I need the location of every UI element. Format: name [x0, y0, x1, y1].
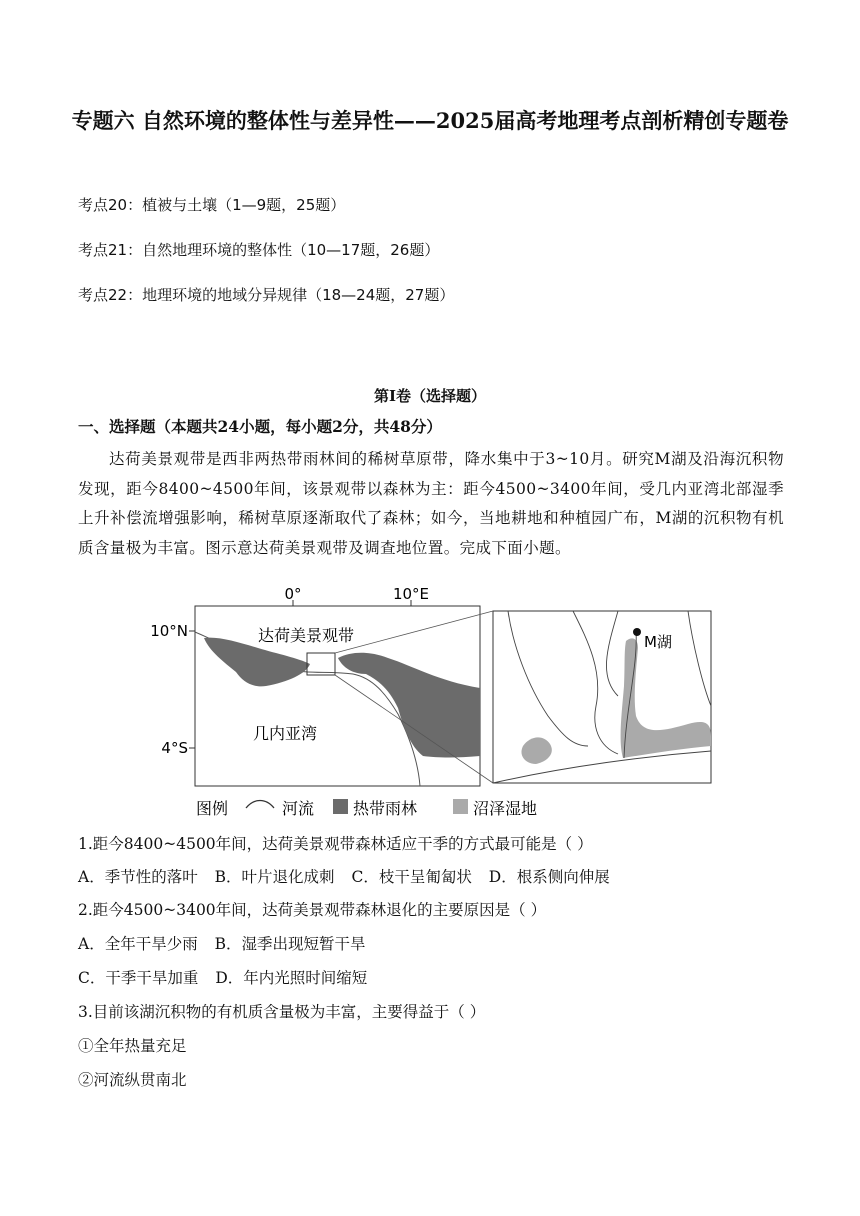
map-legend: [196, 799, 537, 818]
reading-passage: 达荷美景观带是西非两热带雨林间的稀树草原带，降水集中于3~10月。研究M湖及沿海沉积物发现，距今8400~4500年间，该景观带以森林为主：距今4500~3400年间，受几内亚湾北部湿季上升补偿流增强影响，稀树草原逐渐取代了森林；如今，当地耕地和种植园广布，M湖的沉积物有机质含量极为丰富。图示意达荷美景观带及调查地位置。完成下面小题。: [78, 450, 784, 557]
m-lake-marker: [633, 628, 641, 636]
lake-label: M湖: [644, 633, 672, 651]
option-d[interactable]: D．年内光照时间缩短: [215, 969, 368, 987]
kaodian-21: 考点21：自然地理环境的整体性（10—17题，26题）: [78, 241, 440, 259]
lon-label-0: 0°: [284, 586, 302, 603]
question-1-options: [78, 865, 622, 887]
gulf-label: 几内亚湾: [253, 724, 318, 743]
option-c[interactable]: C．干季干旱加重: [78, 969, 199, 987]
question-1-stem: 1.距今8400~4500年间，达荷美景观带森林适应干季的方式最可能是（ ）: [78, 835, 593, 853]
lon-label-10e: 10°E: [392, 586, 430, 603]
legend-title: 图例: [196, 799, 229, 818]
kaodian-22: 考点22：地理环境的地域分异规律（18—24题，27题）: [78, 286, 455, 304]
map-figure: [148, 586, 718, 822]
option-a[interactable]: A．全年干旱少雨: [78, 935, 198, 953]
legend-river-icon: [246, 801, 274, 809]
swamp-west: [521, 737, 551, 764]
legend-river: 河流: [282, 799, 315, 818]
region-label: 达荷美景观带: [258, 626, 355, 645]
option-d[interactable]: D．根系侧向伸展: [488, 868, 610, 886]
question-3-stem: 3.目前该湖沉积物的有机质含量极为丰富，主要得益于（ ）: [78, 1003, 486, 1021]
page-title: 专题六 自然环境的整体性与差异性——2025届高考地理考点剖析精创专题卷: [71, 108, 789, 133]
question-2-stem: 2.距今4500~3400年间，达荷美景观带森林退化的主要原因是（ ）: [78, 901, 547, 919]
lat-label-4s: 4°S: [161, 739, 188, 757]
option-c[interactable]: C．枝干呈匍匐状: [351, 868, 472, 886]
rainforest-east: [338, 653, 480, 758]
lat-label-10n: 10°N: [150, 622, 188, 640]
swamp-east: [621, 638, 711, 758]
option-b[interactable]: B．叶片退化成刺: [214, 868, 335, 886]
legend-rainforest-icon: [333, 799, 348, 814]
kaodian-20: 考点20：植被与土壤（1—9题，25题）: [78, 196, 346, 214]
volume-title: 第I卷（选择题）: [373, 387, 487, 405]
option-a[interactable]: A．季节性的落叶: [78, 868, 198, 886]
legend-rainforest: 热带雨林: [353, 799, 418, 818]
section-title: 一、选择题（本题共24小题，每小题2分，共48分）: [78, 417, 442, 436]
question-3-item-1: ①全年热量充足: [78, 1037, 187, 1055]
question-2-options-row1: [78, 932, 378, 954]
question-2-options-row2: [78, 966, 379, 988]
legend-swamp: 沼泽湿地: [473, 799, 538, 818]
question-3-item-2: ②河流纵贯南北: [78, 1071, 187, 1089]
legend-swamp-icon: [453, 799, 468, 814]
option-b[interactable]: B．湿季出现短暂干旱: [214, 935, 366, 953]
